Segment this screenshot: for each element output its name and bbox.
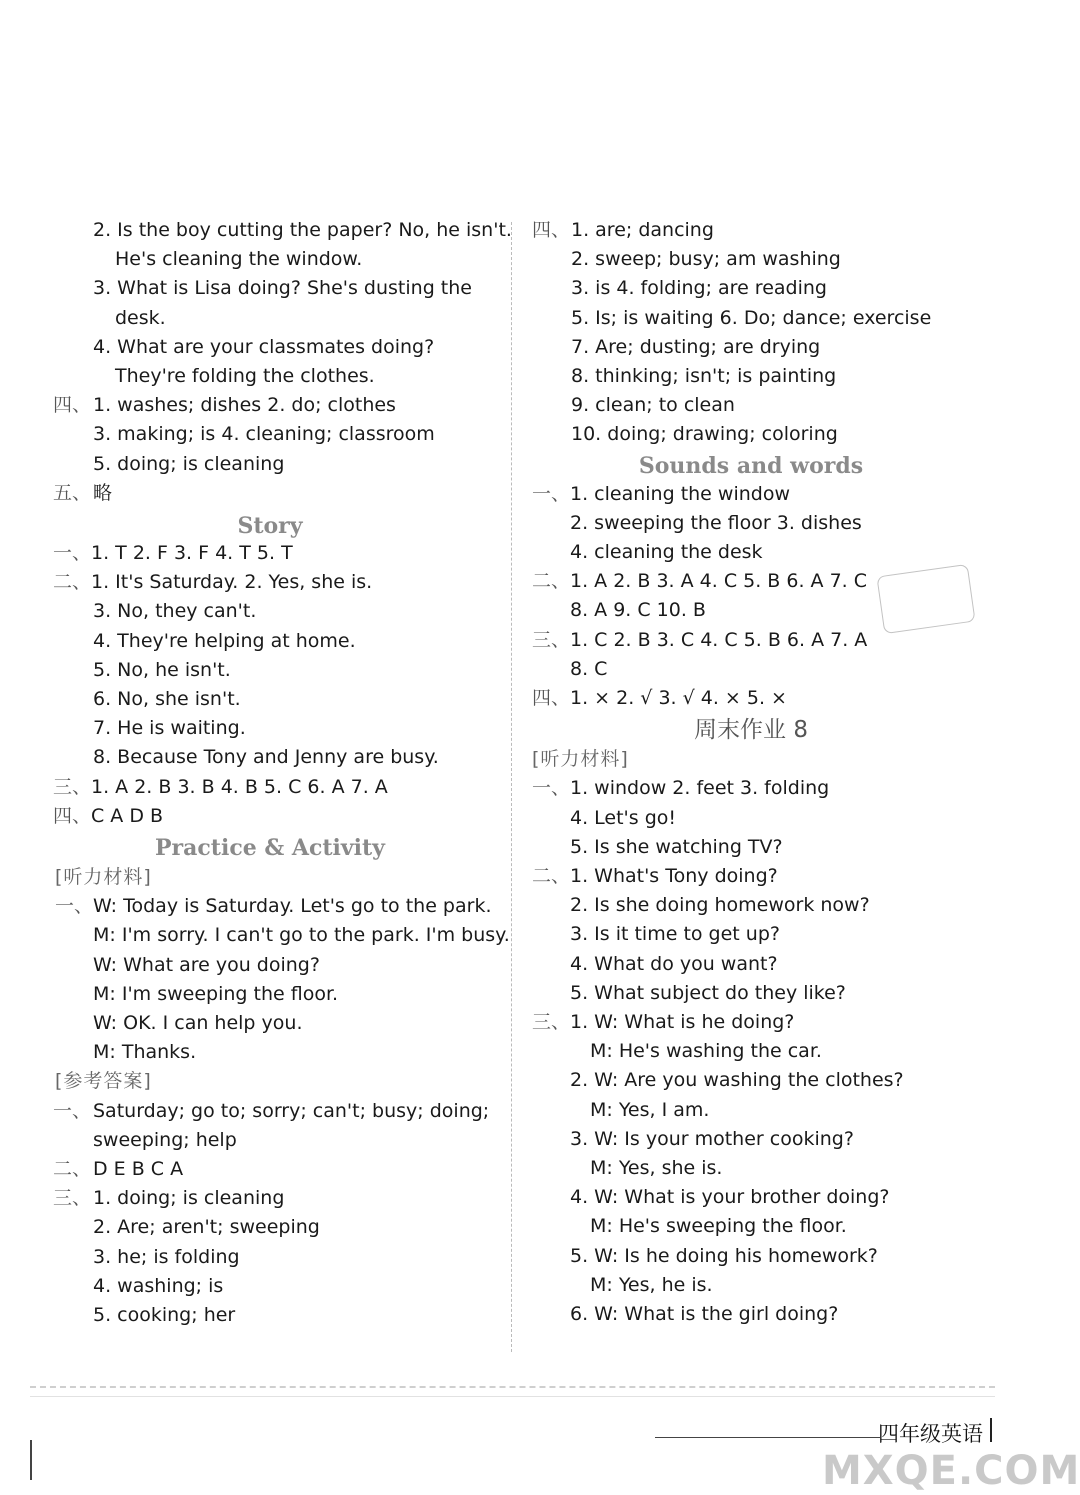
answer-line: 4. W: What is your brother doing? (570, 1186, 890, 1209)
answer-line: 6. W: What is the girl doing? (570, 1303, 839, 1325)
answer-line: 10. doing; drawing; coloring (571, 423, 838, 446)
answer-line: 2. W: Are you washing the clothes? (570, 1069, 904, 1092)
section-marker: 二、 (53, 571, 92, 594)
answer-key-label: [参考答案] (55, 1070, 152, 1093)
section-marker: 四、 (53, 394, 92, 417)
watermark-stamp (876, 564, 975, 634)
answer-line: 3. No, they can't. (93, 600, 257, 623)
answer-line: 2. sweep; busy; am washing (571, 248, 841, 271)
answer-line: 5. What subject do they like? (570, 981, 846, 1004)
answer-line: 1. A 2. B 3. B 4. B 5. C 6. A 7. A (91, 775, 388, 798)
answer-line: 1. T 2. F 3. F 4. T 5. T (91, 542, 293, 564)
answer-line: M: Yes, I am. (590, 1098, 710, 1121)
answer-line: M: Yes, she is. (590, 1157, 723, 1179)
footer-line (655, 1437, 880, 1438)
answer-line: 4. They're helping at home. (93, 629, 356, 652)
answer-line: 9. clean; to clean (571, 394, 735, 417)
answer-line: 1. are; dancing (571, 219, 714, 241)
answer-line: 5. Is; is waiting 6. Do; dance; exercise (571, 306, 932, 329)
section-marker: 一、 (53, 1099, 92, 1122)
answer-line: M: He's washing the car. (590, 1040, 822, 1063)
answer-line: C A D B (91, 804, 164, 827)
answer-line: 8. Because Tony and Jenny are busy. (93, 746, 439, 769)
listening-label: [听力材料] (55, 866, 152, 888)
section-marker: 四、 (532, 219, 571, 241)
footer-edge (990, 1418, 1002, 1442)
answer-line: 2. Are; aren't; sweeping (93, 1216, 320, 1239)
section-marker: 一、 (532, 482, 571, 505)
answer-line: 2. Is she doing homework now? (570, 894, 870, 917)
answer-line: 7. Are; dusting; are drying (571, 335, 821, 358)
bottom-rule-thin (30, 1396, 995, 1397)
section-title-sounds: Sounds and words (638, 452, 864, 479)
answer-line: They're folding the clothes. (115, 365, 375, 387)
answer-line: 1. × 2. √ 3. √ 4. × 5. × (570, 687, 787, 709)
answer-line: W: What are you doing? (93, 953, 320, 976)
answer-line: 3. What is Lisa doing? She's dusting the (93, 277, 472, 300)
section-marker: 一、 (532, 777, 571, 800)
answer-line: M: I'm sorry. I can't go to the park. I'm busy. (93, 924, 510, 947)
section-marker: 三、 (53, 775, 92, 798)
answer-line: 5. cooking; her (93, 1304, 236, 1326)
answer-line: 1. It's Saturday. 2. Yes, she is. (91, 571, 373, 594)
watermark-site-text: MXQE.COM (822, 1448, 1080, 1494)
answer-line: 7. He is waiting. (93, 717, 246, 740)
answer-line: M: I'm sweeping the floor. (93, 982, 339, 1005)
bottom-rule (30, 1386, 995, 1388)
section-marker: 三、 (532, 628, 571, 651)
listening-label: [听力材料] (532, 748, 629, 771)
answer-line: 3. Is it time to get up? (570, 923, 780, 946)
answer-line: 1. W: What is he doing? (570, 1011, 795, 1033)
answer-line: 3. is 4. folding; are reading (571, 277, 827, 300)
answer-line: 4. What are your classmates doing? (93, 335, 435, 358)
answer-line: 5. doing; is cleaning (93, 452, 285, 475)
section-title-weekend: 周末作业 8 (694, 717, 808, 744)
answer-line: 1. C 2. B 3. C 4. C 5. B 6. A 7. A (570, 628, 868, 651)
answer-line: D E B C A (93, 1158, 184, 1180)
margin-tick (30, 1440, 32, 1480)
section-marker: 一、 (55, 895, 94, 918)
answer-line: W: OK. I can help you. (93, 1012, 303, 1034)
answer-line: Saturday; go to; sorry; can't; busy; doing; (93, 1099, 490, 1122)
answer-line: sweeping; help (93, 1128, 237, 1151)
section-marker: 二、 (532, 570, 571, 593)
answer-line: 1. A 2. B 3. A 4. C 5. B 6. A 7. C (570, 570, 868, 593)
answer-line: desk. (115, 306, 166, 329)
section-marker: 二、 (532, 865, 571, 887)
answer-line: 5. No, he isn't. (93, 658, 231, 681)
answer-line: 6. No, she isn't. (93, 688, 241, 710)
section-marker: 四、 (53, 804, 92, 827)
section-title-story: Story (237, 513, 303, 539)
answer-line: 2. Is the boy cutting the paper? No, he isn't. (93, 219, 512, 241)
answer-line: 8. A 9. C 10. B (570, 599, 706, 622)
answer-line: 1. window 2. feet 3. folding (570, 777, 830, 800)
answer-line: 1. cleaning the window (570, 482, 790, 505)
answer-line: 5. Is she watching TV? (570, 835, 783, 858)
answer-line: W: Today is Saturday. Let's go to the park. (93, 895, 492, 918)
answer-line: 8. C (570, 657, 608, 680)
answer-line: 3. he; is folding (93, 1245, 240, 1268)
answer-line: M: He's sweeping the floor. (590, 1215, 847, 1238)
section-title-practice: Practice & Activity (155, 835, 385, 861)
answer-line: 4. Let's go! (570, 806, 677, 829)
answer-line: 3. making; is 4. cleaning; classroom (93, 423, 435, 446)
answer-line: 3. W: Is your mother cooking? (570, 1127, 854, 1150)
answer-line: 4. cleaning the desk (570, 541, 763, 563)
section-marker: 五、 (53, 481, 92, 504)
column-divider (511, 222, 512, 1352)
answer-line: 2. sweeping the floor 3. dishes (570, 511, 862, 534)
section-marker: 四、 (532, 687, 571, 709)
section-marker: 三、 (532, 1011, 571, 1033)
answer-line: 4. What do you want? (570, 952, 778, 975)
answer-line: 1. washes; dishes 2. do; clothes (93, 394, 396, 417)
section-marker: 三、 (53, 1187, 92, 1210)
answer-line: 4. washing; is (93, 1274, 224, 1297)
answer-line: 1. doing; is cleaning (93, 1187, 285, 1210)
answer-line: 8. thinking; isn't; is painting (571, 365, 837, 387)
answer-line: M: Yes, he is. (590, 1273, 713, 1296)
answer-line: He's cleaning the window. (115, 248, 363, 271)
answer-line: M: Thanks. (93, 1041, 197, 1064)
answer-line: 略 (93, 481, 113, 504)
answer-line: 5. W: Is he doing his homework? (570, 1244, 878, 1267)
section-marker: 二、 (53, 1158, 92, 1180)
section-marker: 一、 (53, 542, 92, 564)
footer-grade-label: 四年级英语 (878, 1422, 983, 1446)
answer-line: 1. What's Tony doing? (570, 865, 778, 887)
